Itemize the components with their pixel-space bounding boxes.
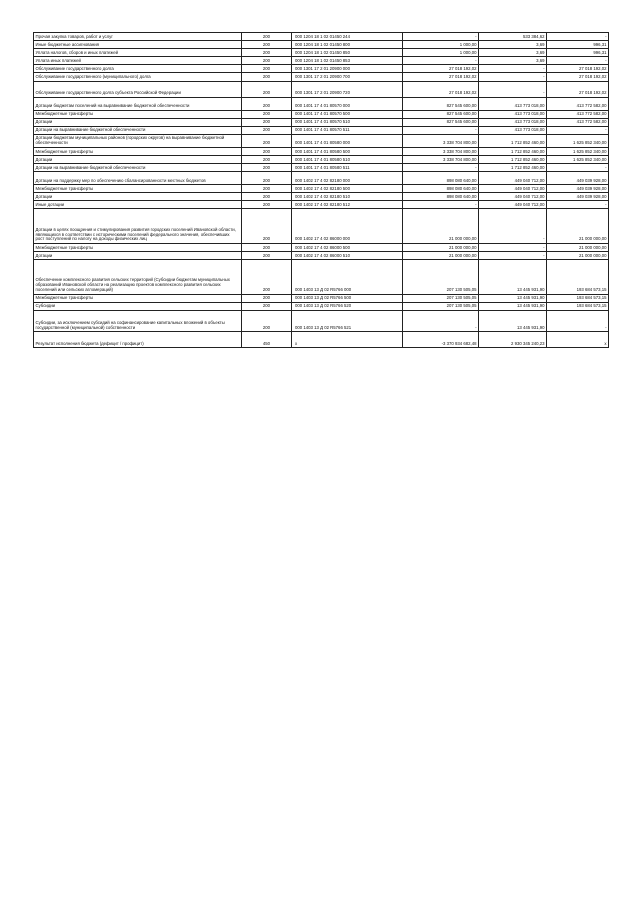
row-approved: 21 000 000,00 (403, 252, 479, 260)
row-code: 200 (242, 155, 292, 163)
row-kbk: 000 1403 13 Д 02 R5766 520 (292, 302, 403, 310)
row-kbk: 000 1403 13 Д 02 R5766 500 (292, 294, 403, 302)
row-executed: 2 930 345 240,23 (479, 332, 547, 348)
table-row (34, 209, 609, 244)
row-unexecuted: - (547, 126, 609, 134)
row-code: 200 (242, 49, 292, 57)
row-code: 200 (242, 126, 292, 134)
row-approved: - (403, 310, 479, 332)
row-unexecuted: 27 018 192,02 (547, 81, 609, 97)
row-approved: -3 370 934 682,48 (403, 332, 479, 348)
row-code: 200 (242, 260, 292, 295)
row-code: 200 (242, 294, 292, 302)
row-unexecuted: 27 018 192,02 (547, 73, 609, 81)
row-approved: 3 338 704 800,00 (403, 147, 479, 155)
row-name: Иные дотации (34, 201, 242, 209)
row-unexecuted: 1 625 852 340,00 (547, 134, 609, 147)
row-kbk: 000 1402 17 4 02 82180 500 (292, 185, 403, 193)
row-executed: 413 773 018,00 (479, 118, 547, 126)
row-code: 450 (242, 332, 292, 348)
row-executed: - (479, 73, 547, 81)
row-name: Уплата налогов, сборов и иных платежей (34, 49, 242, 57)
row-executed: 413 773 018,00 (479, 126, 547, 134)
row-name: Межбюджетные трансферты (34, 185, 242, 193)
row-code: 200 (242, 243, 292, 251)
row-code: 200 (242, 209, 292, 244)
table-row (34, 57, 609, 65)
table-row (34, 134, 609, 147)
table-row (34, 172, 609, 185)
row-kbk: 000 1402 17 4 02 86000 510 (292, 252, 403, 260)
row-approved: 21 000 000,00 (403, 209, 479, 244)
row-name: Межбюджетные трансферты (34, 147, 242, 155)
row-approved: 3 338 704 800,00 (403, 155, 479, 163)
row-name: Обслуживание государственного (муниципального) долга (34, 73, 242, 81)
row-unexecuted: - (547, 201, 609, 209)
table-row (34, 49, 609, 57)
row-approved: 21 000 000,00 (403, 243, 479, 251)
row-approved: 1 000,00 (403, 49, 479, 57)
table-row (34, 118, 609, 126)
row-code: 200 (242, 97, 292, 110)
row-name: Обслуживание государственного долга субъекта Российской Федерации (34, 81, 242, 97)
row-kbk: 000 1402 17 4 02 86000 500 (292, 243, 403, 251)
row-unexecuted: 996,31 (547, 41, 609, 49)
row-approved: - (403, 164, 479, 172)
row-unexecuted: 996,31 (547, 49, 609, 57)
row-executed: 1 712 852 460,00 (479, 155, 547, 163)
row-code: 200 (242, 310, 292, 332)
row-unexecuted: 193 684 573,15 (547, 260, 609, 295)
row-unexecuted: 413 772 582,00 (547, 118, 609, 126)
table-row (34, 147, 609, 155)
row-code: 200 (242, 185, 292, 193)
table-row (34, 294, 609, 302)
row-unexecuted: - (547, 33, 609, 41)
row-code: 200 (242, 252, 292, 260)
row-executed: 449 040 712,00 (479, 185, 547, 193)
row-kbk: 000 1401 17 4 01 80570 500 (292, 110, 403, 118)
row-code: 200 (242, 57, 292, 65)
row-kbk: 000 1402 17 4 02 86000 000 (292, 209, 403, 244)
row-kbk: 000 1401 17 4 01 80580 510 (292, 155, 403, 163)
table-row (34, 81, 609, 97)
row-unexecuted: 449 039 928,00 (547, 185, 609, 193)
row-executed: 1 712 852 460,00 (479, 164, 547, 172)
row-executed: 1 712 852 460,00 (479, 134, 547, 147)
row-unexecuted: x (547, 332, 609, 348)
row-kbk: 000 1401 17 4 01 80580 511 (292, 164, 403, 172)
row-name: Дотации (34, 252, 242, 260)
table-row (34, 201, 609, 209)
row-code: 200 (242, 33, 292, 41)
table-row (34, 193, 609, 201)
row-approved: 27 018 192,02 (403, 81, 479, 97)
row-code: 200 (242, 118, 292, 126)
row-code: 200 (242, 41, 292, 49)
row-kbk: x (292, 332, 403, 348)
row-code: 200 (242, 134, 292, 147)
row-name: Межбюджетные трансферты (34, 110, 242, 118)
row-approved: 27 018 192,02 (403, 73, 479, 81)
row-kbk: 000 1402 17 4 02 82180 512 (292, 201, 403, 209)
row-approved: 898 080 640,00 (403, 185, 479, 193)
table-row (34, 332, 609, 348)
row-executed: - (479, 81, 547, 97)
row-executed: 13 445 931,90 (479, 302, 547, 310)
row-code: 200 (242, 164, 292, 172)
table-row (34, 126, 609, 134)
row-unexecuted: - (547, 57, 609, 65)
row-approved: 207 130 505,05 (403, 302, 479, 310)
row-approved: 207 130 505,05 (403, 294, 479, 302)
row-name: Дотации на выравнивание бюджетной обеспеченности (34, 126, 242, 134)
row-executed: 413 773 018,00 (479, 110, 547, 118)
row-unexecuted: 413 772 582,00 (547, 110, 609, 118)
row-executed: 3,69 (479, 57, 547, 65)
row-name: Дотации бюджетам муниципальных районов (городских округов) на выравнивание бюджетной обеспеченности (34, 134, 242, 147)
row-name: Уплата иных платежей (34, 57, 242, 65)
row-kbk: 000 1204 18 1 02 01450 800 (292, 41, 403, 49)
row-executed: - (479, 65, 547, 73)
row-unexecuted: 193 684 573,15 (547, 294, 609, 302)
row-approved: 207 130 505,05 (403, 260, 479, 295)
row-approved: - (403, 33, 479, 41)
table-row (34, 41, 609, 49)
row-name: Обеспечение комплексного развития сельских территорий (Субсидии бюджетам муниципальных образований Ивановской области на реализацию проектов комплексного развития сельских поселений или сельских агломераций) (34, 260, 242, 295)
row-executed: 533 384,62 (479, 33, 547, 41)
row-executed: 449 040 712,00 (479, 201, 547, 209)
row-approved: 827 545 600,00 (403, 97, 479, 110)
row-unexecuted: 1 625 852 340,00 (547, 155, 609, 163)
row-approved: - (403, 201, 479, 209)
row-name: Дотации на выравнивание бюджетной обеспеченности (34, 164, 242, 172)
row-name: Дотации (34, 118, 242, 126)
row-unexecuted: 21 000 000,00 (547, 209, 609, 244)
row-code: 200 (242, 147, 292, 155)
table-row (34, 243, 609, 251)
row-name: Дотации на поддержку мер по обеспечению сбалансированности местных бюджетов (34, 172, 242, 185)
row-approved: 27 018 192,02 (403, 65, 479, 73)
row-name: Дотации бюджетам поселений на выравнивание бюджетной обеспеченности (34, 97, 242, 110)
row-executed: 3,69 (479, 49, 547, 57)
table-row (34, 97, 609, 110)
row-kbk: 000 1403 13 Д 02 R5766 000 (292, 260, 403, 295)
table-row (34, 33, 609, 41)
row-kbk: 000 1301 17 2 01 20900 700 (292, 73, 403, 81)
row-executed: 3,69 (479, 41, 547, 49)
row-kbk: 000 1401 17 4 01 80580 500 (292, 147, 403, 155)
row-kbk: 000 1402 17 4 02 82180 510 (292, 193, 403, 201)
table-row (34, 185, 609, 193)
row-name: Иные бюджетные ассигнования (34, 41, 242, 49)
row-executed: 13 445 931,90 (479, 294, 547, 302)
row-name: Дотации в целях поощрения и стимулирования развития городских поселений Ивановской области, являющихся в соответствии с историческими поселений федерального значения, обеспечивших рост поступлений по налогу на доходы физических лиц (34, 209, 242, 244)
row-kbk: 000 1401 17 4 01 80570 510 (292, 118, 403, 126)
row-name: Дотации (34, 193, 242, 201)
table-row (34, 310, 609, 332)
row-name: Субсидии (34, 302, 242, 310)
row-code: 200 (242, 65, 292, 73)
row-executed: - (479, 209, 547, 244)
table-row (34, 155, 609, 163)
table-row (34, 164, 609, 172)
row-approved: 898 080 640,00 (403, 193, 479, 201)
row-name: Межбюджетные трансферты (34, 294, 242, 302)
row-kbk: 000 1204 18 1 02 01450 853 (292, 57, 403, 65)
row-executed: 449 040 712,00 (479, 193, 547, 201)
row-executed: - (479, 243, 547, 251)
row-code: 200 (242, 73, 292, 81)
row-kbk: 000 1204 18 1 02 01450 244 (292, 33, 403, 41)
row-name: Обслуживание государственного долга (34, 65, 242, 73)
row-executed: 413 773 018,00 (479, 97, 547, 110)
row-name: Межбюджетные трансферты (34, 243, 242, 251)
row-kbk: 000 1402 17 4 02 82180 000 (292, 172, 403, 185)
row-unexecuted: 21 000 000,00 (547, 252, 609, 260)
row-unexecuted: 413 772 582,00 (547, 97, 609, 110)
row-code: 200 (242, 172, 292, 185)
row-approved: 827 545 600,00 (403, 118, 479, 126)
row-unexecuted: 27 018 192,02 (547, 65, 609, 73)
row-executed: 1 712 852 460,00 (479, 147, 547, 155)
row-approved: 1 000,00 (403, 41, 479, 49)
table-row (34, 73, 609, 81)
row-executed: 449 040 712,00 (479, 172, 547, 185)
budget-execution-sheet (33, 32, 608, 348)
row-unexecuted: - (547, 164, 609, 172)
row-unexecuted: 21 000 000,00 (547, 243, 609, 251)
row-approved: - (403, 126, 479, 134)
row-executed: 13 445 931,90 (479, 260, 547, 295)
row-executed: 13 445 931,90 (479, 310, 547, 332)
row-code: 200 (242, 110, 292, 118)
table-row (34, 302, 609, 310)
row-unexecuted: 1 625 852 340,00 (547, 147, 609, 155)
row-kbk: 000 1401 17 4 01 80570 000 (292, 97, 403, 110)
row-kbk: 000 1401 17 4 01 80580 000 (292, 134, 403, 147)
row-code: 200 (242, 302, 292, 310)
row-code: 200 (242, 201, 292, 209)
row-kbk: 000 1301 17 2 01 20900 000 (292, 65, 403, 73)
row-approved: - (403, 57, 479, 65)
row-unexecuted: - (547, 310, 609, 332)
table-row (34, 65, 609, 73)
row-code: 200 (242, 193, 292, 201)
row-executed: - (479, 252, 547, 260)
table-row (34, 252, 609, 260)
row-kbk: 000 1301 17 2 01 20900 720 (292, 81, 403, 97)
row-approved: 3 338 704 800,00 (403, 134, 479, 147)
budget-table (33, 32, 609, 348)
row-kbk: 000 1401 17 4 01 80570 511 (292, 126, 403, 134)
row-code: 200 (242, 81, 292, 97)
row-kbk: 000 1403 13 Д 02 R5766 521 (292, 310, 403, 332)
row-name: Результат исполнения бюджета (дефицит / профицит) (34, 332, 242, 348)
row-name: Прочая закупка товаров, работ и услуг (34, 33, 242, 41)
row-approved: 827 545 600,00 (403, 110, 479, 118)
table-row (34, 260, 609, 295)
row-unexecuted: 449 039 928,00 (547, 172, 609, 185)
row-name: Дотации (34, 155, 242, 163)
row-approved: 898 080 640,00 (403, 172, 479, 185)
row-unexecuted: 193 684 573,15 (547, 302, 609, 310)
row-name: Субсидии, за исключением субсидий на софинансирование капитальных вложений в объекты государственной (муниципальной) собственности (34, 310, 242, 332)
table-row (34, 110, 609, 118)
row-kbk: 000 1204 18 1 02 01450 850 (292, 49, 403, 57)
row-unexecuted: 449 039 928,00 (547, 193, 609, 201)
